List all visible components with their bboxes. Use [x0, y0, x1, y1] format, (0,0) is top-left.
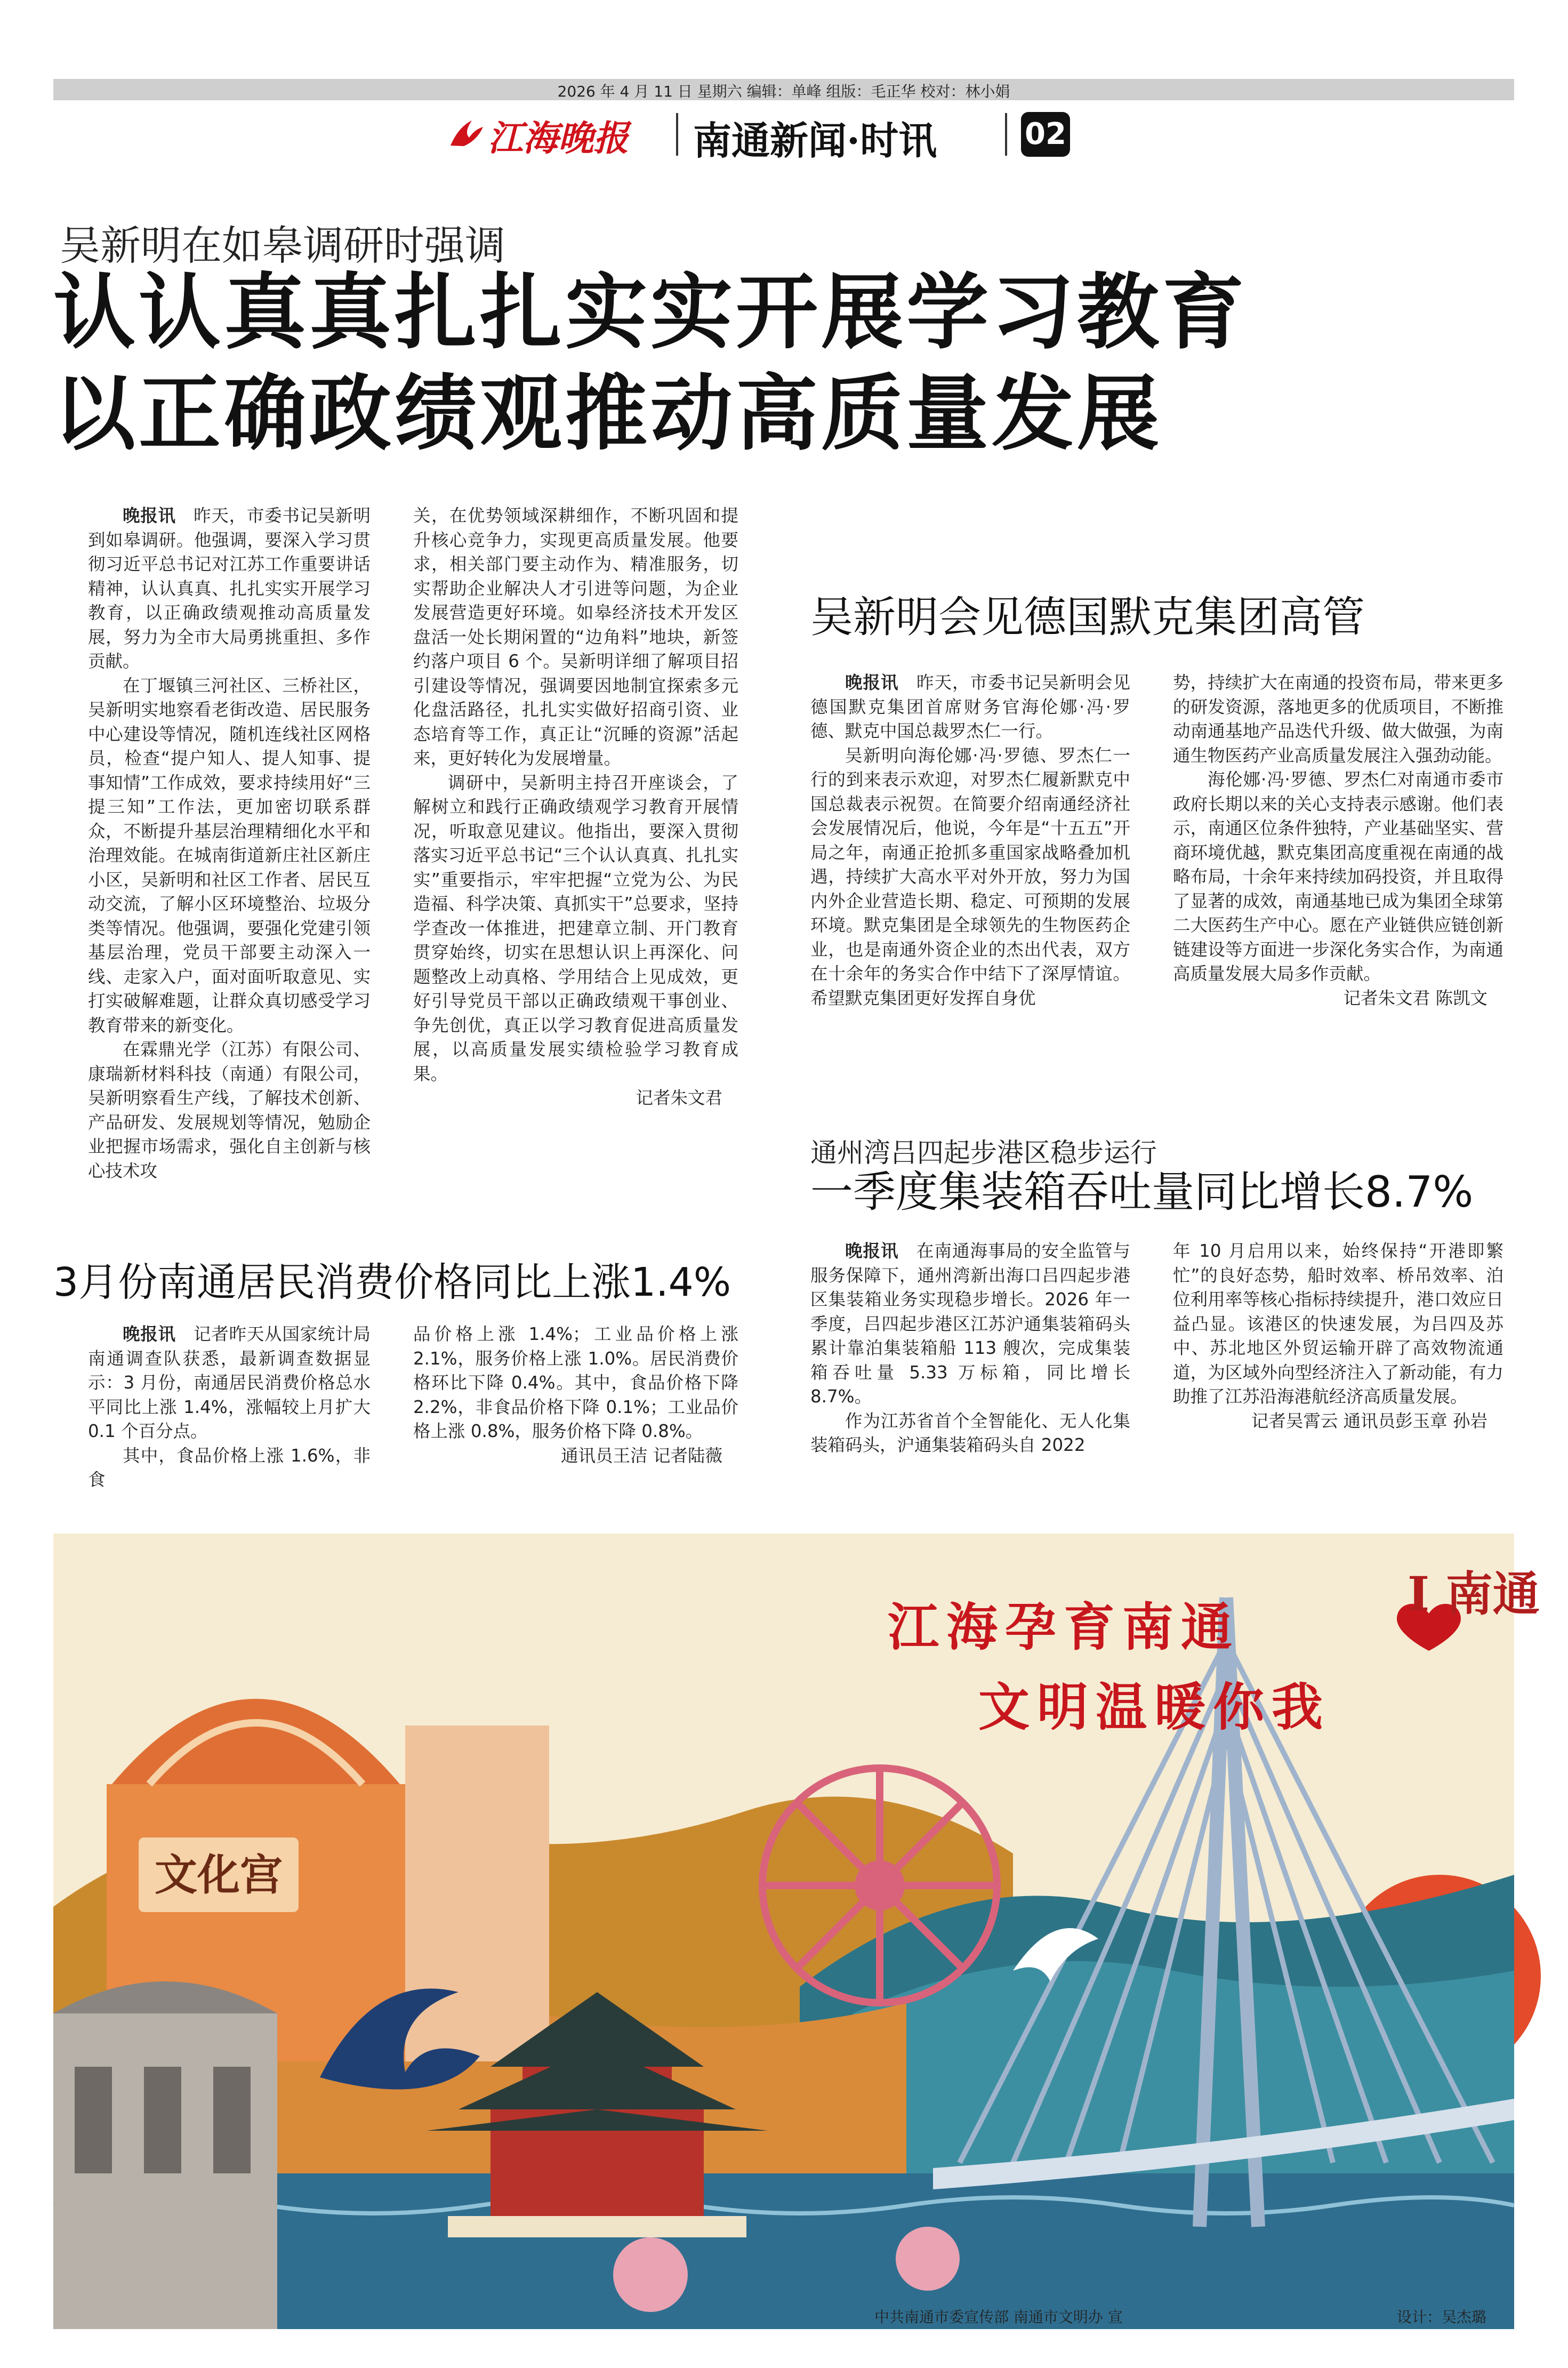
- dateline-bar: [53, 79, 1514, 100]
- dateline-lead: 晚报讯: [845, 1241, 899, 1261]
- lead-kicker: 吴新明在如皋调研时强调: [60, 222, 505, 269]
- poster-designer: 设计：吴杰璐: [1397, 2308, 1487, 2326]
- paragraph: 年 10 月启用以来，始终保持“开港即繁忙”的良好态势，船时效率、桥吊效率、泊位利用率等核心指标持续提升，港口效应日益凸显。该港区的快速发展，为吕四及苏中、苏北地区外贸运输开辟了高效物流通道，为区域外向型经济注入了新动能，有力助推了江苏沿海港航经济高质量发展。: [1173, 1241, 1503, 1407]
- cpi-headline: 3月份南通居民消费价格同比上涨1.4%: [53, 1259, 731, 1305]
- paragraph: 品价格上涨 1.4%；工业品价格上涨 2.1%，服务价格上涨 1.0%。居民消费价格环比下降 0.4%。其中，食品价格下降 2.2%，非食品价格下降 0.1%；工业品价格上涨 0.8%，服务价格下降 0.8%。: [413, 1324, 738, 1441]
- merck-column-1: [810, 671, 1130, 1010]
- ferris-wheel: [762, 1768, 997, 2003]
- port-kicker: 通州湾吕四起步港区稳步运行: [810, 1137, 1157, 1168]
- newspaper-logo: 江海晚报: [488, 117, 629, 159]
- cpi-column-2: [413, 1322, 738, 1468]
- poster-title-line2: 文明温暖你我: [978, 1677, 1330, 1737]
- building-sign: 文化宫: [155, 1850, 283, 1900]
- paragraph: 在霖鼎光学（江苏）有限公司、康瑞新材料科技（南通）有限公司，吴新明察看生产线，了解技术创新、产品研发、发展规划等情况，勉励企业把握市场需求，强化自主创新与核心技术攻: [88, 1039, 371, 1181]
- paragraph: 其中，食品价格上涨 1.6%，非食: [88, 1445, 371, 1490]
- byline: 记者朱文君: [636, 1088, 722, 1108]
- divider: [1005, 113, 1007, 156]
- paragraph: 海伦娜·冯·罗德、罗杰仁对南通市委市政府长期以来的关心支持表示感谢。他们表示，南通区位条件独特，产业基础坚实、营商环境优越，默克集团高度重视在南通的战略布局，十余年来持续加码投资，并且取得了显著的成效，南通基地已成为集团全球第二大医药生产中心。愿在产业链供应链创新链建设等方面进一步深化务实合作，为南通高质量发展大局多作贡献。: [1173, 769, 1503, 984]
- port-headline: 一季度集装箱吞吐量同比增长8.7%: [810, 1167, 1474, 1217]
- paragraph: 调研中，吴新明主持召开座谈会，了解树立和践行正确政绩观学习教育开展情况，听取意见建议。他指出，要深入贯彻落实习近平总书记“三个认认真真、扎扎实实”重要指示，牢牢把握“立党为公、为民造福、科学决策、真抓实干”总要求，坚持学查改一体推进，把建章立制、开门教育贯穿始终，切实在思想认识上再深化、问题整改上动真格、学用结合上见成效，更好引导党员干部以正确政绩观干事创业、争先创优，真正以学习教育促进高质量发展，以高质量发展实绩检验学习教育成果。: [413, 772, 738, 1084]
- i-love-nantong-logo: I 南通: [1408, 1566, 1540, 1622]
- poster-title-line1: 江海孕育南通: [888, 1597, 1240, 1657]
- paragraph: 记者昨天从国家统计局南通调查队获悉，最新调查数据显示：3 月份，南通居民消费价格总水平同比上涨 1.4%，涨幅较上月扩大 0.1 个百分点。: [88, 1324, 371, 1441]
- port-column-1: [810, 1239, 1130, 1458]
- paragraph: 昨天，市委书记吴新明会见德国默克集团首席财务官海伦娜·冯·罗德、默克中国总裁罗杰仁一行。: [810, 672, 1130, 741]
- paragraph: 作为江苏省首个全智能化、无人化集装箱码头，沪通集装箱码头自 2022: [810, 1410, 1130, 1455]
- byline: 通讯员王洁 记者陆薇: [561, 1445, 722, 1466]
- poster-illustration: [53, 1534, 1514, 2329]
- paragraph: 关，在优势领域深耕细作，不断巩固和提升核心竞争力，实现更高质量发展。他要求，相关部门要主动作为、精准服务，切实帮助企业解决人才引进等问题，为企业发展营造更好环境。如皋经济技术开发区盘活一处长期闲置的“边角料”地块，新签约落户项目 6 个。吴新明详细了解项目招引建设等情况，强调要因地制宜探索多元化盘活路径，扎扎实实做好招商引资、业态培育等工作，真正让“沉睡的资源”活起来，更好转化为发展增量。: [413, 505, 738, 768]
- port-column-2: [1173, 1239, 1503, 1433]
- paragraph: 在丁堰镇三河社区、三桥社区，吴新明实地察看老街改造、居民服务中心建设等情况，随机连线社区网格员，检查“提户知人、提人知事、提事知情”工作成效，要求持续用好“三提三知”工作法，更加密切联系群众，不断提升基层治理精细化水平和治理效能。在城南街道新庄社区新庄小区，吴新明和社区工作者、居民互动交流，了解小区环境整治、垃圾分类等情况。他强调，要强化党建引领基层治理，党员干部要主动深入一线、走家入户，面对面听取意见、实打实破解难题，让群众真切感受学习教育带来的新变化。: [88, 675, 371, 1036]
- dateline-lead: 晚报讯: [123, 505, 176, 526]
- dateline-lead: 晚报讯: [123, 1324, 176, 1344]
- civility-poster: [53, 1534, 1540, 2329]
- byline: 记者朱文君 陈凯文: [1343, 988, 1487, 1008]
- lead-column-1: [88, 504, 371, 1183]
- lead-headline-line1: 认认真真扎扎实实开展学习教育: [53, 265, 1248, 360]
- paragraph: 吴新明向海伦娜·冯·罗德、罗杰仁一行的到来表示欢迎，对罗杰仁履新默克中国总裁表示祝贺。在简要介绍南通经济社会发展情况后，他说，今年是“十五五”开局之年，南通正抢抓多重国家战略叠加机遇，持续扩大高水平对外开放，努力为国内外企业营造长期、稳定、可预期的发展环境。默克集团是全球领先的生物医药企业，也是南通外资企业的杰出代表，双方在十余年的务实合作中结下了深厚情谊。希望默克集团更好发挥自身优: [810, 745, 1130, 1008]
- masthead: [0, 105, 1568, 163]
- paragraph: 昨天，市委书记吴新明到如皋调研。他强调，要深入学习贯彻习近平总书记对江苏工作重要讲话精神，认认真真、扎扎实实开展学习教育，以正确政绩观推动高质量发展，努力为全市大局勇挑重担、多作贡献。: [88, 505, 371, 671]
- poster-sponsor: 中共南通市委宣传部 南通市文明办 宣: [874, 2308, 1123, 2326]
- dateline: 2026 年 4 月 11 日 星期六 编辑：单峰 组版：毛正华 校对：林小娟: [557, 83, 1010, 100]
- logo-flame-icon: [448, 116, 485, 148]
- merck-headline: 吴新明会见德国默克集团高管: [810, 592, 1365, 642]
- section-title: 南通新闻·时讯: [693, 118, 937, 163]
- paragraph: 在南通海事局的安全监管与服务保障下，通州湾新出海口吕四起步港区集装箱业务实现稳步增长。2026 年一季度，吕四起步港区江苏沪通集装箱码头累计靠泊集装箱船 113 艘次，完成集装箱吞吐量 5.33 万标箱，同比增长 8.7%。: [810, 1241, 1130, 1407]
- divider: [676, 113, 678, 156]
- byline: 记者吴霄云 通讯员彭玉章 孙岩: [1251, 1410, 1487, 1431]
- lead-column-2: [413, 504, 738, 1111]
- lead-headline-line2: 以正确政绩观推动高质量发展: [53, 366, 1163, 462]
- cpi-column-1: [88, 1322, 371, 1492]
- merck-column-2: [1173, 671, 1503, 1010]
- page-number: 02: [1021, 112, 1070, 157]
- paragraph: 势，持续扩大在南通的投资布局，带来更多的研发资源，落地更多的优质项目，不断推动南通基地产品迭代升级、做大做强，为南通生物医药产业高质量发展注入强劲动能。: [1173, 672, 1503, 766]
- dateline-lead: 晚报讯: [845, 672, 899, 693]
